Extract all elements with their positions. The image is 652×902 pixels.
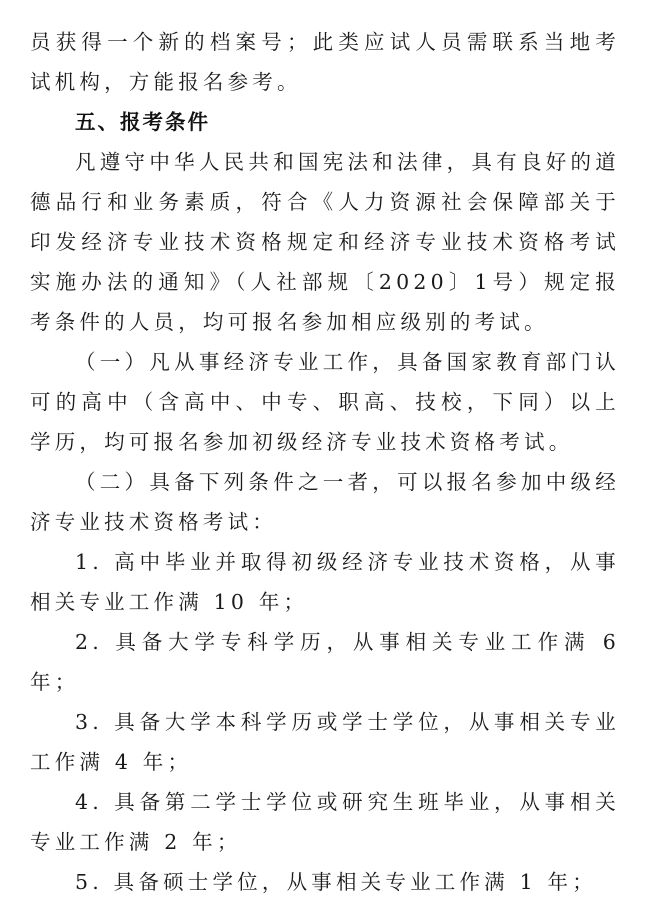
list-item-condition-3: 3. 具备大学本科学历或学士学位，从事相关专业工作满 4 年； [30, 710, 620, 774]
list-item-condition-1: 1. 高中毕业并取得初级经济专业技术资格，从事相关专业工作满 10 年； [30, 550, 620, 614]
list-item-condition-4: 4. 具备第二学士学位或研究生班毕业，从事相关专业工作满 2 年； [30, 790, 620, 854]
paragraph-eligibility-intro: 凡遵守中华人民共和国宪法和法律，具有良好的道德品行和业务素质，符合《人力资源社会保障部关于印发经济专业技术资格规定和经济专业技术资格考试实施办法的通知》（人社部规〔2020〕1号）规定报考条件的人员，均可报名参加相应级别的考试。 [30, 150, 620, 334]
paragraph-continuation: 员获得一个新的档案号；此类应试人员需联系当地考试机构，方能报名参考。 [30, 30, 620, 94]
section-heading: 五、报考条件 [75, 110, 210, 134]
paragraph-junior-level: （一）凡从事经济专业工作，具备国家教育部门认可的高中（含高中、中专、职高、技校，下同）以上学历，均可报名参加初级经济专业技术资格考试。 [30, 350, 620, 454]
paragraph-intermediate-level: （二）具备下列条件之一者，可以报名参加中级经济专业技术资格考试： [30, 470, 620, 534]
list-item-condition-5: 5. 具备硕士学位，从事相关专业工作满 1 年； [75, 870, 597, 894]
list-item-condition-2: 2. 具备大学专科学历，从事相关专业工作满 6 年； [30, 630, 620, 694]
